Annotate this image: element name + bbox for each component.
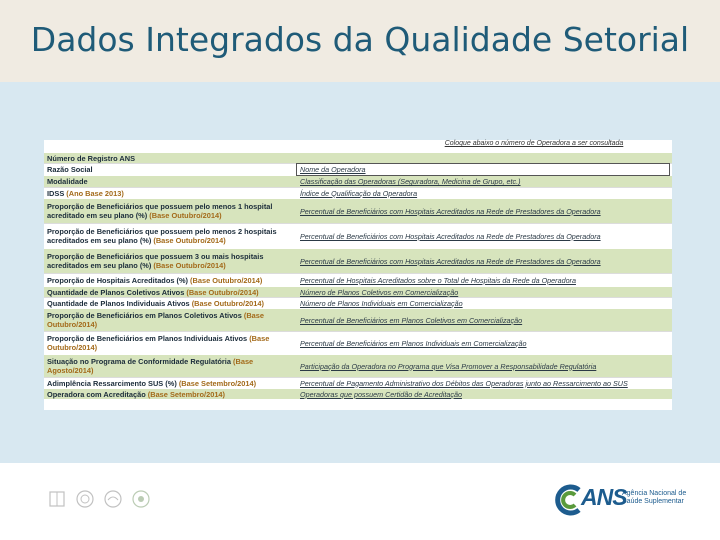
selected-cell [296, 163, 670, 176]
table-row [44, 248, 672, 273]
row-label-base: (Base Outubro/2014) [184, 287, 259, 297]
row-label-text: IDSS [47, 188, 65, 198]
row-label [47, 389, 293, 399]
row-label-base: (Base Outubro/2014) [47, 311, 264, 329]
logo-subtitle: Agência Nacional de Saúde Suplementar [622, 490, 687, 505]
row-label-base: (Base Outubro/2014) [151, 261, 226, 270]
table-row [44, 286, 672, 297]
table-row [44, 187, 672, 198]
row-label-text: Operadora com Acreditação [47, 389, 146, 399]
row-label [47, 249, 293, 273]
title-bar [0, 0, 720, 82]
row-value[interactable]: Número de Planos Coletivos em Comercialização [300, 287, 459, 297]
row-label-base: (Base Outubro/2014) [151, 236, 226, 245]
table-row [44, 377, 672, 388]
row-value[interactable]: Percentual de Beneficiários com Hospitais Acreditados na Rede de Prestadores da Operadora [300, 206, 601, 216]
table-row [44, 297, 672, 308]
row-label-base: (Base Outubro/2014) [189, 298, 264, 308]
table-row [44, 331, 672, 354]
ans-logo-icon [553, 484, 583, 516]
ans-logo [553, 482, 693, 520]
row-label-text: Quantidade de Planos Coletivos Ativos [47, 287, 185, 297]
row-label-text: Número de Registro ANS [47, 153, 136, 163]
row-value[interactable] [300, 153, 670, 163]
page-title: Dados Integrados da Qualidade Setorial [30, 20, 690, 59]
table-row [44, 198, 672, 223]
row-label [47, 199, 293, 223]
row-label [47, 378, 293, 388]
table-row [44, 273, 672, 286]
row-label-text: Razão Social [47, 165, 93, 174]
row-label-base: (Base Agosto/2014) [47, 357, 254, 375]
row-label-text: Quantidade de Planos Individuais Ativos [47, 298, 190, 308]
table-row [44, 223, 672, 248]
row-label-text: Proporção de Beneficiários que possuem pelo menos 2 hospitais acreditados em seu plano (%) [47, 227, 277, 245]
row-label [47, 274, 293, 286]
table-row [44, 152, 672, 163]
seal-icon [46, 488, 68, 510]
row-value[interactable]: Índice de Qualificação da Operadora [300, 188, 418, 198]
row-label [47, 287, 293, 297]
row-label-base: (Base Setembro/2014) [145, 389, 225, 399]
row-label-text: Proporção de Beneficiários em Planos Individuais Ativos [47, 334, 248, 343]
seal-icon [74, 488, 96, 510]
row-label [47, 332, 293, 354]
table-row [44, 308, 672, 331]
footer-icons [46, 488, 156, 522]
row-label-text: Proporção de Beneficiários que possuem pelo menos 1 hospital acreditado em seu plano (%) [47, 202, 273, 220]
row-value[interactable]: Percentual de Beneficiários com Hospitais Acreditados na Rede de Prestadores da Operadora [300, 231, 601, 241]
row-value[interactable]: Nome da Operadora [300, 165, 366, 174]
row-label-base: (Base Setembro/2014) [176, 378, 257, 388]
table-row [44, 388, 672, 399]
row-label-base: (Base Outubro/2014) [47, 334, 270, 352]
row-value[interactable]: Percentual de Beneficiários com Hospitais Acreditados na Rede de Prestadores da Operadora [300, 256, 601, 266]
row-label [47, 164, 293, 175]
row-label [47, 355, 293, 377]
row-value[interactable]: Percentual de Beneficiários em Planos Individuais em Comercialização [300, 338, 527, 348]
row-label [47, 298, 293, 308]
table-instruction: Coloque abaixo o número de Operadora a ser consultada [444, 140, 624, 147]
row-label [47, 188, 293, 198]
logo-text: ANS [581, 484, 627, 510]
row-label-base: (Base Outubro/2014) [188, 275, 263, 285]
row-label [47, 176, 293, 187]
row-label-text: Modalidade [47, 177, 88, 186]
row-label-base: (Base Outubro/2014) [147, 211, 222, 220]
row-value[interactable]: Participação da Operadora no Programa que Visa Promover a Responsabilidade Regulatória [300, 361, 597, 371]
row-label [47, 309, 293, 331]
row-value[interactable]: Classificação das Operadoras (Seguradora, Medicina de Grupo, etc.) [300, 177, 521, 186]
row-value[interactable]: Percentual de Beneficiários em Planos Coletivos em Comercialização [300, 315, 523, 325]
table-row [44, 354, 672, 377]
row-label [47, 153, 293, 163]
row-value[interactable]: Número de Planos Individuais em Comercialização [300, 298, 463, 308]
row-value[interactable]: Operadoras que possuem Certidão de Acreditação [300, 389, 462, 399]
row-value[interactable]: Percentual de Pagamento Administrativo dos Débitos das Operadoras junto ao Ressarcimento ao SUS [300, 378, 628, 388]
row-label-base: (Ano Base 2013) [64, 188, 124, 198]
row-label-text: Adimplência Ressarcimento SUS (%) [47, 378, 177, 388]
seal-icon [130, 488, 152, 510]
row-label-text: Proporção de Beneficiários em Planos Coletivos Ativos [47, 311, 242, 320]
row-value[interactable]: Percentual de Hospitais Acreditados sobre o Total de Hospitais da Rede da Operadora [300, 275, 576, 285]
row-label [47, 224, 293, 248]
seal-icon [102, 488, 124, 510]
table-row [44, 175, 672, 187]
row-label-text: Situação no Programa de Conformidade Regulatória [47, 357, 231, 366]
row-label-text: Proporção de Beneficiários que possuem 3 ou mais hospitais acreditados em seu plano (%) [47, 252, 264, 270]
row-label-text: Proporção de Hospitais Acreditados (%) [47, 275, 188, 285]
data-table [44, 140, 672, 410]
